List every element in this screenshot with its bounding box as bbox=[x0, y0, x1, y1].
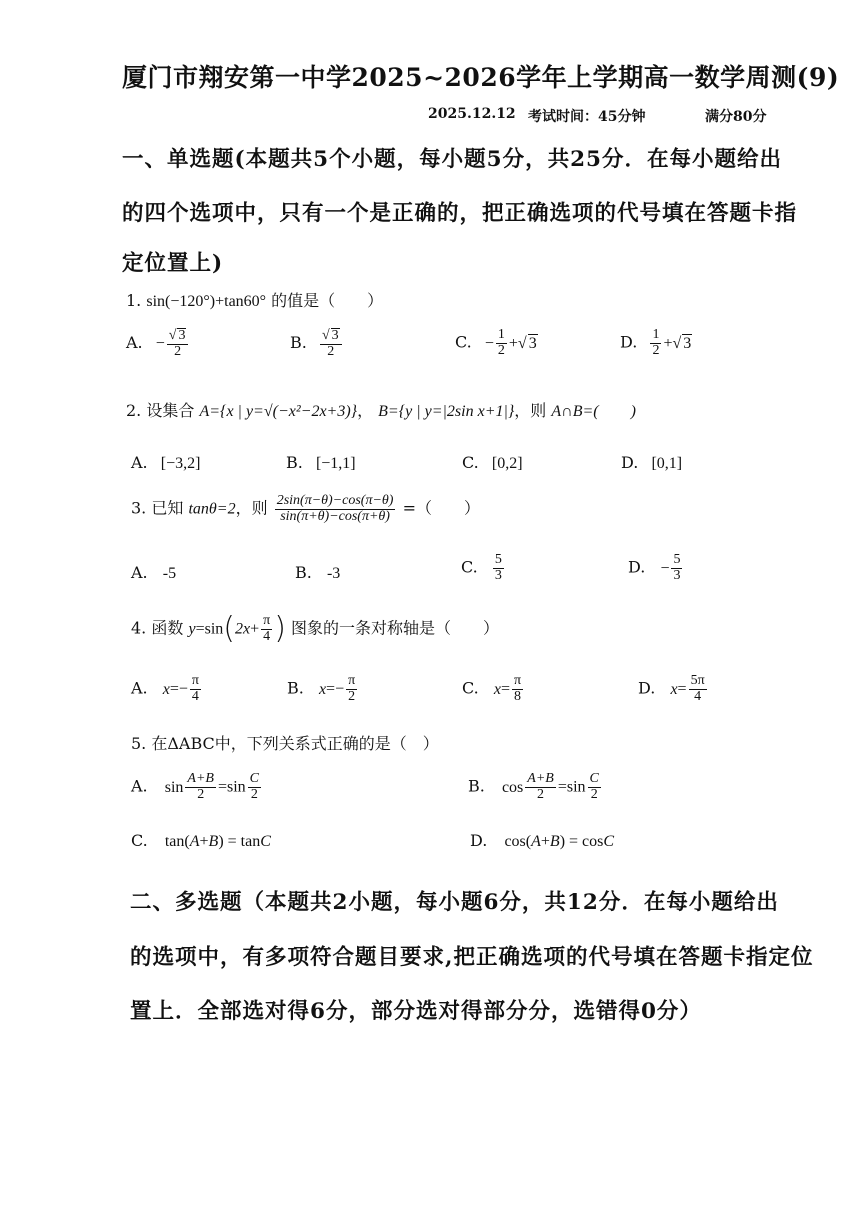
q3-then: ，则 bbox=[235, 498, 268, 518]
question-number: 1. bbox=[126, 291, 142, 310]
q4-lead: 函数 bbox=[151, 618, 184, 638]
q5-option-b[interactable]: B. cos $\frac{A+B}{2}$ =sin $\frac{C}{2}$ bbox=[468, 771, 599, 802]
section1-line3: 定位置上) bbox=[122, 251, 224, 276]
q1-option-c[interactable]: C. − $\frac{1}{2}$ +√ 3 bbox=[455, 327, 537, 358]
section2-line3: 置上．全部选对得6分，部分选对得部分分，选错得0分） bbox=[130, 999, 702, 1024]
q2-set-a: A={x | y=√(−x²−2x+3)} bbox=[199, 403, 358, 420]
option-value: -5 bbox=[162, 565, 177, 582]
exam-score: 满分80分 bbox=[705, 109, 767, 125]
q5-option-d[interactable]: D. cos(A+B) = cosC bbox=[470, 831, 615, 850]
option-value: -3 bbox=[326, 565, 341, 582]
option-label: C. bbox=[461, 557, 478, 577]
section2-line1: 二、多选题（本题共2小题，每小题6分，共12分．在每小题给出 bbox=[130, 890, 779, 915]
option-value: [−1,1] bbox=[315, 455, 356, 472]
q4-option-a[interactable]: A. x=− $\frac{\pi}{4}$ bbox=[131, 673, 199, 704]
q2-option-c[interactable] bbox=[462, 453, 523, 473]
q2-ask: A∩B=( ) bbox=[551, 403, 636, 420]
option-label: B. bbox=[295, 563, 312, 582]
q5-option-c[interactable]: C. tan(A+B) = tanC bbox=[131, 831, 271, 850]
q3-fraction: $\frac{2\sin(\pi-\theta)-\cos(\pi-\theta)}{\sin(\pi+\theta)-\cos(\pi+\theta)}$ bbox=[276, 493, 394, 524]
option-label: D. bbox=[470, 831, 488, 850]
option-label: A. bbox=[131, 776, 148, 796]
question-5 bbox=[131, 731, 439, 754]
q2-tail: ，则 bbox=[514, 401, 547, 420]
question-3 bbox=[131, 494, 480, 524]
option-value: [0,2] bbox=[491, 455, 523, 472]
q2-option-b[interactable] bbox=[286, 453, 356, 473]
q3-given: tanθ=2 bbox=[188, 500, 236, 518]
option-label: A. bbox=[131, 678, 148, 698]
option-value: [0,1] bbox=[651, 455, 683, 472]
q5-option-a[interactable]: A. sin $\frac{A+B}{2}$ =sin $\frac{C}{2}$ bbox=[131, 771, 260, 802]
q3-option-a[interactable] bbox=[131, 563, 176, 583]
exam-title: 厦门市翔安第一中学2025~2026学年上学期高一数学周测(9) bbox=[122, 63, 840, 92]
option-label: D. bbox=[628, 557, 646, 577]
q2-option-a[interactable] bbox=[131, 453, 200, 473]
section1-line1: 一、单选题(本题共5个小题，每小题5分，共25分．在每小题给出 bbox=[122, 147, 783, 172]
q1-stem: 的值是（ ） bbox=[271, 291, 384, 310]
q3-option-c[interactable]: C. $\frac{5}{3}$ bbox=[461, 552, 502, 583]
question-number: 5. bbox=[131, 734, 147, 753]
option-value: [−3,2] bbox=[160, 455, 201, 472]
option-label: B. bbox=[287, 678, 304, 698]
question-number: 4. bbox=[131, 618, 147, 638]
q1-option-d[interactable]: D. $\frac{1}{2}$ +√ 3 bbox=[620, 327, 692, 358]
q4-option-c[interactable]: C. x= $\frac{\pi}{8}$ bbox=[462, 673, 522, 704]
q3-lead: 已知 bbox=[151, 498, 184, 518]
question-4: 4. 函数 y=sin(2x+ $\frac{\pi}{4}$ ) 图象的一条对称轴是（ ） bbox=[131, 611, 500, 647]
q1-expression: sin(−120°)+tan60° bbox=[146, 293, 267, 310]
section2-line2: 的选项中，有多项符合题目要求,把正确选项的代号填在答题卡指定位 bbox=[130, 945, 814, 970]
exam-date: 2025.12.12 bbox=[428, 106, 516, 122]
section1-line2: 的四个选项中，只有一个是正确的，把正确选项的代号填在答题卡指 bbox=[122, 201, 798, 226]
q2-lead: 设集合 bbox=[146, 401, 195, 420]
q3-option-d[interactable]: D. − $\frac{5}{3}$ bbox=[628, 552, 681, 583]
q1-option-a[interactable]: A. − $\frac{√ 3}{2}$ bbox=[126, 328, 190, 359]
question-number: 3. bbox=[131, 498, 147, 518]
option-label: D. bbox=[638, 678, 656, 698]
option-label: B. bbox=[290, 333, 307, 353]
option-label: B. bbox=[468, 776, 485, 796]
question-1 bbox=[126, 288, 383, 311]
option-label: D. bbox=[620, 332, 638, 352]
q3-option-b[interactable] bbox=[295, 563, 340, 583]
q4-option-b[interactable]: B. x=− $\frac{\pi}{2}$ bbox=[287, 673, 356, 704]
q4-option-d[interactable]: D. x= $\frac{5\pi}{4}$ bbox=[638, 673, 705, 704]
q4-stem: 图象的一条对称轴是（ ） bbox=[291, 618, 500, 638]
option-label: C. bbox=[462, 678, 479, 698]
option-label: A. bbox=[131, 563, 148, 582]
option-label: D. bbox=[621, 453, 639, 472]
question-number: 2. bbox=[126, 401, 142, 420]
option-label: B. bbox=[286, 453, 303, 472]
q2-option-d[interactable] bbox=[621, 453, 682, 473]
option-label: A. bbox=[131, 453, 148, 472]
q5-stem: 在ΔABC中，下列关系式正确的是（ ） bbox=[151, 734, 439, 753]
option-label: C. bbox=[131, 831, 148, 850]
question-2: 2. 设集合 A={x | y=√(−x²−2x+3)}， B={y | y=|2sin x+1|}，则 A∩B=( ) bbox=[126, 401, 636, 420]
option-label: C. bbox=[462, 453, 479, 472]
exam-time: 考试时间：45分钟 bbox=[528, 109, 646, 125]
q3-ask: =（ ） bbox=[402, 498, 480, 518]
q1-option-b[interactable]: B. $\frac{√ 3}{2}$ bbox=[290, 328, 344, 359]
option-label: A. bbox=[126, 333, 143, 353]
q2-set-b: B={y | y=|2sin x+1|} bbox=[378, 403, 515, 420]
option-label: C. bbox=[455, 332, 472, 352]
